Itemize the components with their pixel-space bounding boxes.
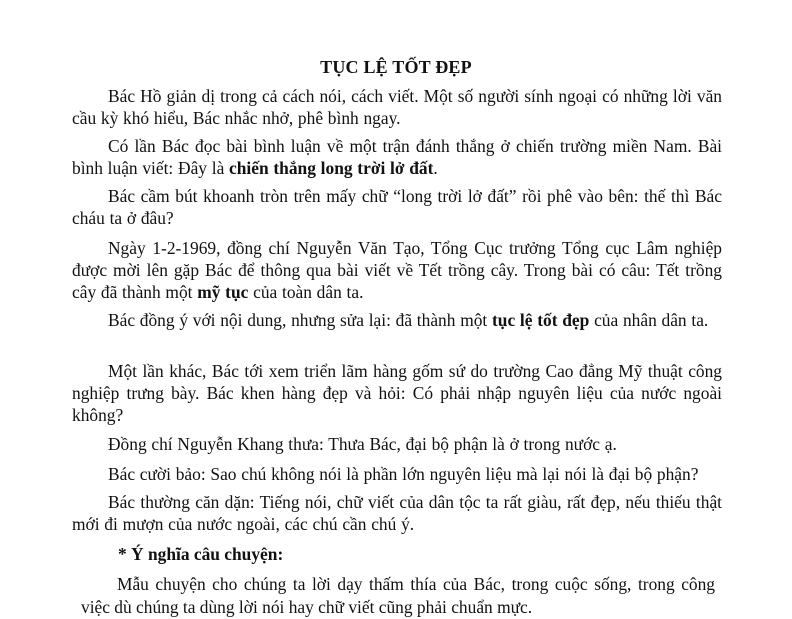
paragraph-4 <box>72 237 722 303</box>
paragraph-2-bold-phrase: chiến thắng long trời lở đất <box>229 158 434 178</box>
paragraph-1-text: Bác Hồ giản dị trong cả cách nói, cách viết. Một số người sính ngoại có những lời văn cầu kỳ khó hiểu, Bác nhắc nhở, phê bình ngay. <box>72 86 722 128</box>
paragraph-5-bold-phrase: tục lệ tốt đẹp <box>492 310 590 330</box>
paragraph-3 <box>72 185 722 229</box>
paragraph-7-text: Đồng chí Nguyễn Khang thưa: Thưa Bác, đại bộ phận là ở trong nước ạ. <box>108 434 617 454</box>
paragraph-2 <box>72 135 722 179</box>
meaning-text: Mẫu chuyện cho chúng ta lời dạy thấm thía của Bác, trong cuộc sống, trong công việc dù chúng ta dùng lời nói hay chữ viết cũng phải chuẩn mực. <box>81 574 715 617</box>
paragraph-2-text-b: . <box>433 158 438 178</box>
paragraph-8-text: Bác cười bảo: Sao chú không nói là phần lớn nguyên liệu mà lại nói là đại bộ phận? <box>108 464 699 484</box>
paragraph-5 <box>72 309 722 331</box>
paragraph-6 <box>72 360 722 426</box>
paragraph-6-text: Một lần khác, Bác tới xem triển lãm hàng gốm sứ do trường Cao đẳng Mỹ thuật công nghiệp trưng bày. Bác khen hàng đẹp và hỏi: Có phải nhập nguyên liệu của nước ngoài không? <box>72 361 722 425</box>
paragraph-9-text: Bác thường căn dặn: Tiếng nói, chữ viết của dân tộc ta rất giàu, rất đẹp, nếu thiếu thật mới đi mượn của nước ngoài, các chú cần chú ý. <box>72 492 722 534</box>
paragraph-3-text: Bác cầm bút khoanh tròn trên mấy chữ “long trời lở đất” rồi phê vào bên: thế thì Bác cháu ta ở đâu? <box>72 186 722 228</box>
paragraph-1 <box>72 85 722 129</box>
paragraph-4-text-a: Ngày 1-2-1969, đồng chí Nguyễn Văn Tạo, Tổng Cục trưởng Tổng cục Lâm nghiệp được mời lên gặp Bác để thông qua bài viết về Tết trồng cây. Trong bài có câu: Tết trồng cây đã thành một <box>72 238 722 302</box>
meaning-heading: * Ý nghĩa câu chuyện: <box>118 544 284 564</box>
document-title: TỤC LỆ TỐT ĐẸP <box>320 57 472 77</box>
paragraph-5-text-a: Bác đồng ý với nội dung, nhưng sửa lại: đã thành một <box>108 310 492 330</box>
paragraph-9 <box>72 491 722 535</box>
paragraph-8 <box>72 463 722 485</box>
paragraph-7 <box>72 433 722 455</box>
paragraph-2-text-a: Có lần Bác đọc bài bình luận về một trận đánh thắng ở chiến trường miền Nam. Bài bình luận viết: Đây là <box>72 136 722 178</box>
meaning-paragraph <box>81 573 715 619</box>
paragraph-4-text-b: của toàn dân ta. <box>248 282 364 302</box>
paragraph-5-text-b: của nhân dân ta. <box>589 310 709 330</box>
paragraph-4-bold-phrase: mỹ tục <box>197 282 249 302</box>
